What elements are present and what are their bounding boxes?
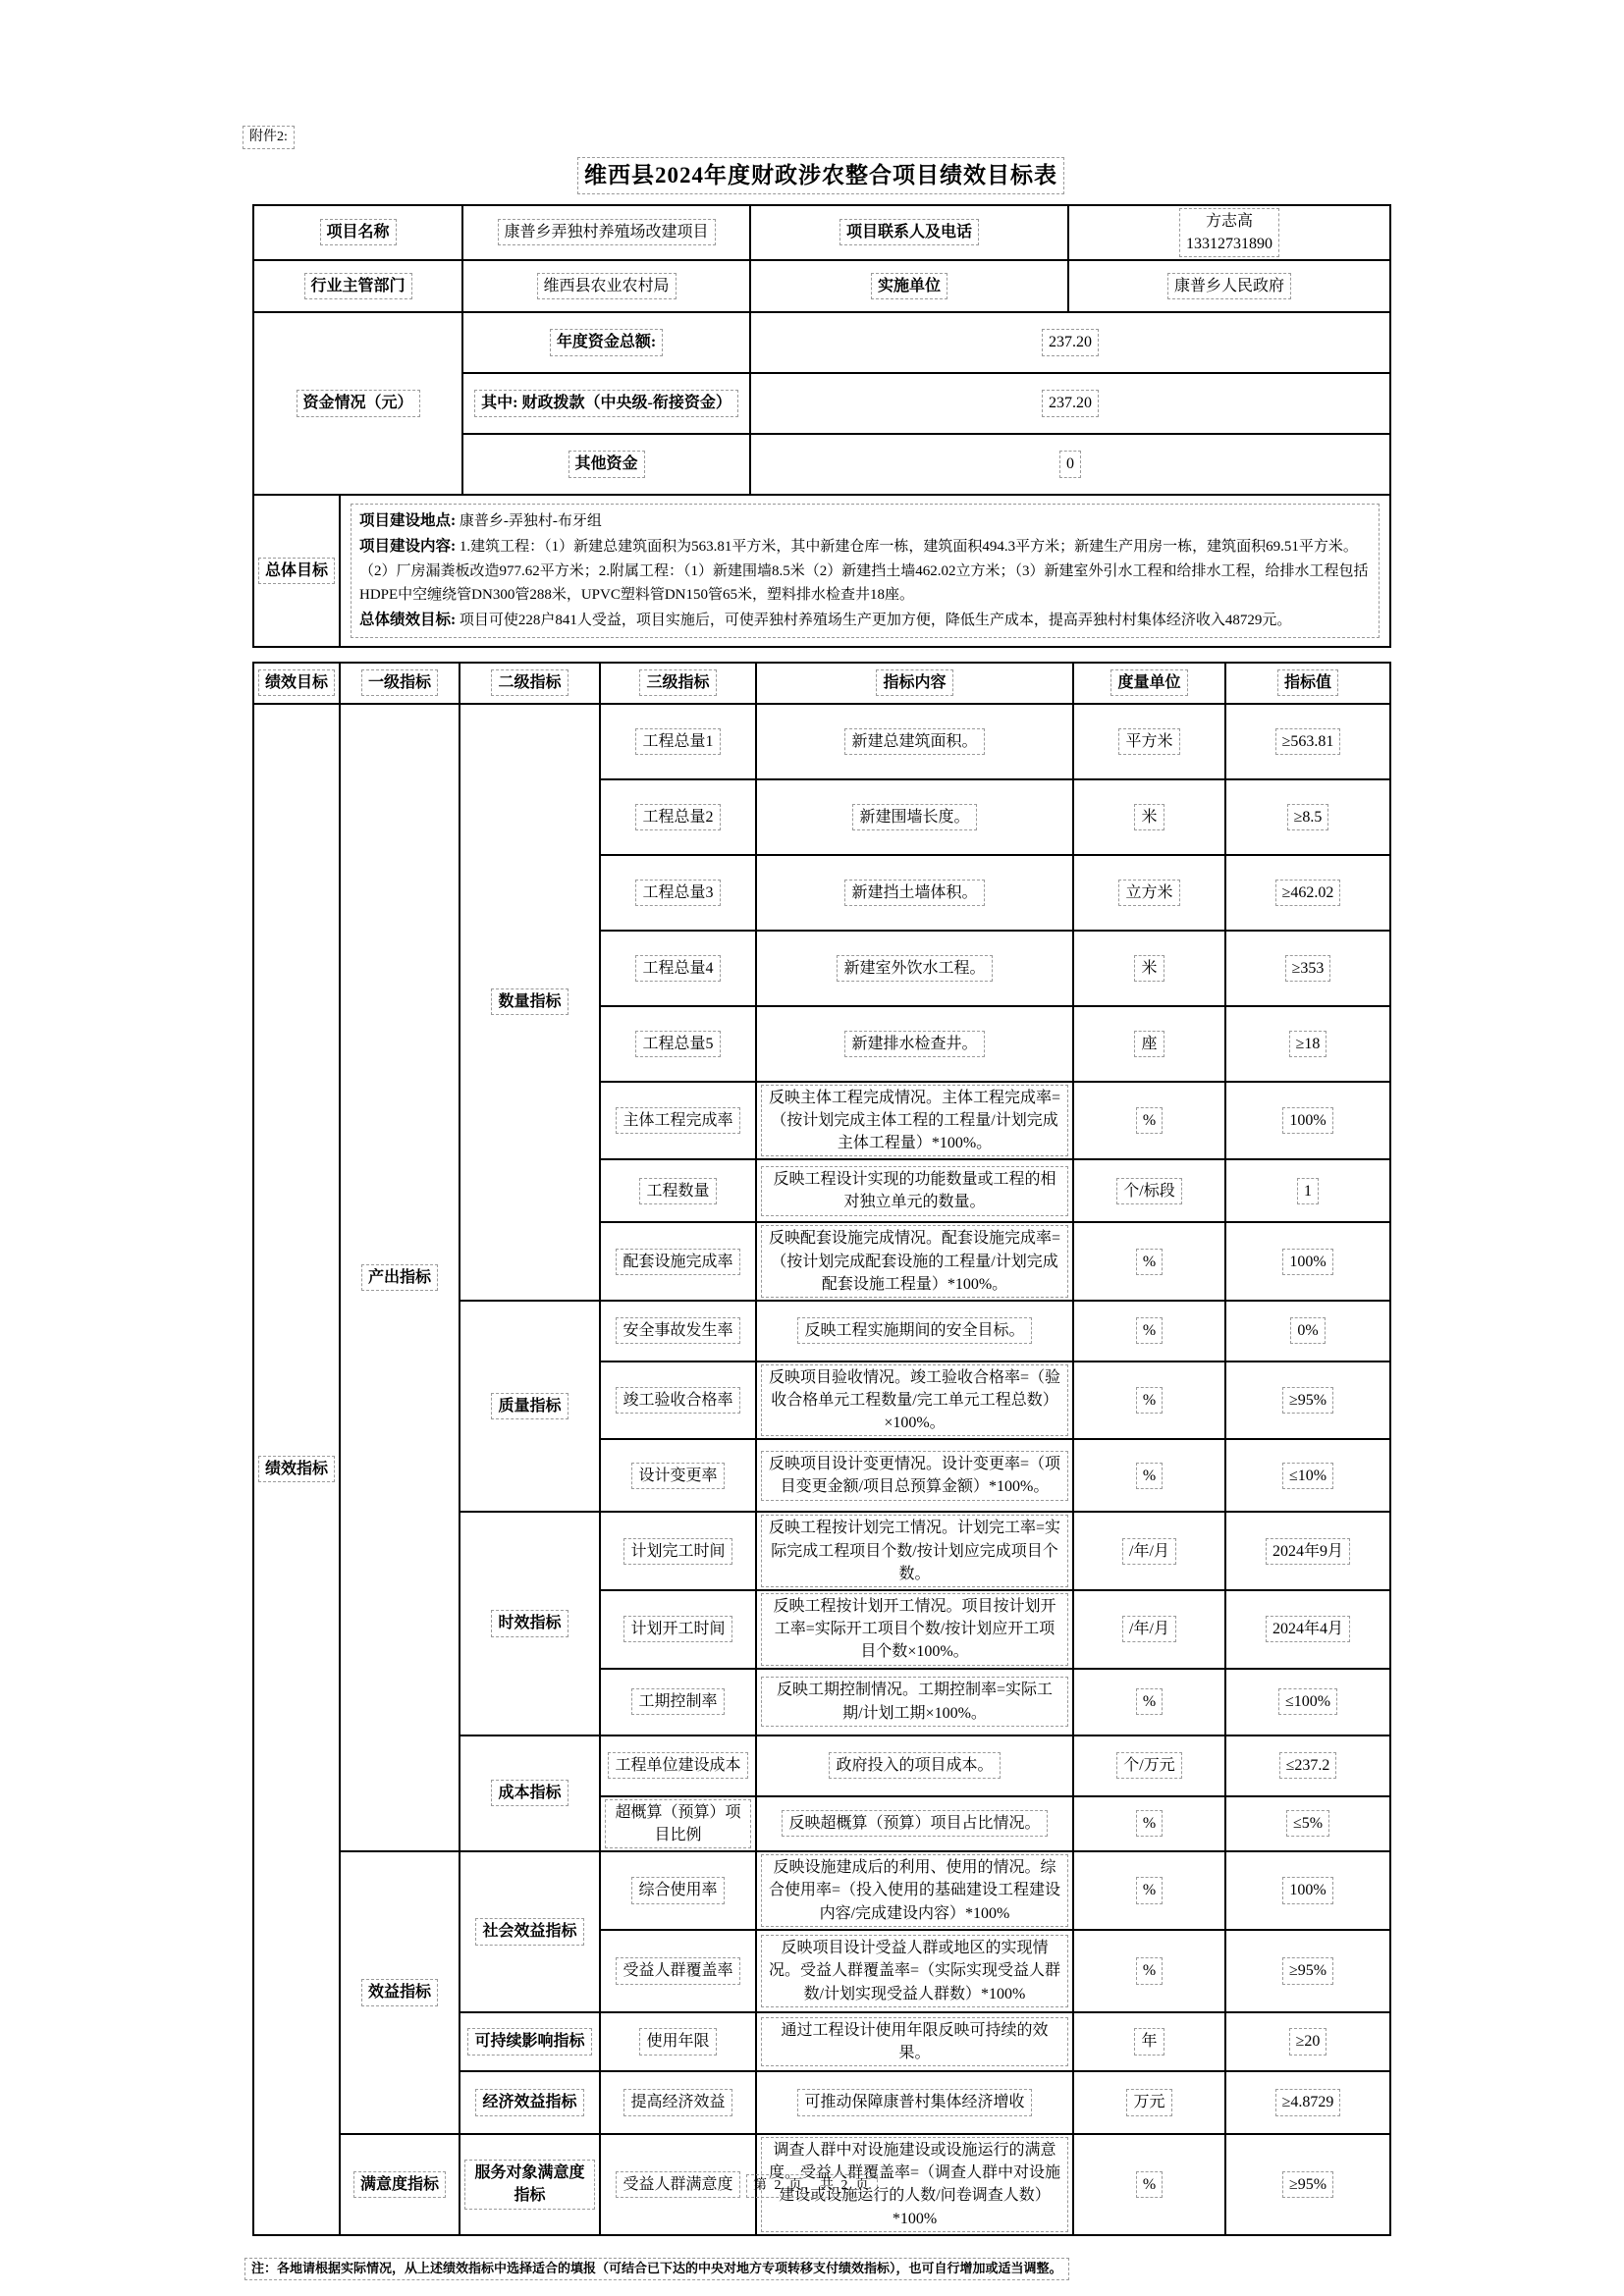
footnote: 注：各地请根据实际情况，从上述绩效指标中选择适合的填报（可结合已下达的中央对地方专项转移支付绩效指标），也可自行增加或适当调整。 [244,2258,1069,2280]
funding-fiscal-label-cell [462,373,750,434]
level2-quality-cell: 质量指标 [460,1301,600,1513]
content-cell: 新建总建筑面积。 [756,704,1073,779]
project-info-table [252,204,1391,648]
value-cell: ≥20 [1225,2012,1390,2071]
level2-service-satisfaction-cell: 服务对象满意度指标 [460,2134,600,2235]
funding-total-value-cell [750,312,1390,373]
value-cell: ≥563.81 [1225,704,1390,779]
unit-cell: % [1073,1851,1225,1930]
unit-cell: % [1073,2134,1225,2235]
project-name-value-cell [462,205,750,260]
unit-cell: /年/月 [1073,1590,1225,1669]
l3-cell: 计划完工时间 [600,1512,756,1590]
l3-cell: 配套设施完成率 [600,1222,756,1301]
page-number-row [0,2174,1624,2198]
goal-performance: 项目可使228户841人受益，项目实施后，可使弄独村养殖场生产更加方便，降低生产成本，提高弄独村村集体经济收入48729元。 [459,613,1292,629]
content-cell: 新建挡土墙体积。 [756,855,1073,931]
unit-cell: % [1073,1796,1225,1851]
level2-social-cell: 社会效益指标 [460,1851,600,2012]
content-cell: 反映主体工程完成情况。主体工程完成率=（按计划完成主体工程的工程量/计划完成主体工程量）*100%。 [756,1082,1073,1160]
page-title: 维西县2024年度财政涉农整合项目绩效目标表 [577,157,1064,193]
content-cell: 反映超概算（预算）项目占比情况。 [756,1796,1073,1851]
project-name-value: 康普乡弄独村养殖场改建项目 [498,219,716,245]
content-cell: 通过工程设计使用年限反映可持续的效果。 [756,2012,1073,2071]
funding-label-cell [253,312,462,495]
unit-cell: % [1073,1082,1225,1160]
goal-performance-label: 总体绩效目标: [359,612,457,629]
level1-output-cell: 产出指标 [340,704,460,1851]
l3-cell: 受益人群覆盖率 [600,1930,756,2012]
overall-goal-content [351,504,1380,638]
goal-location-label: 项目建设地点: [359,512,457,530]
dept-value: 维西县农业农村局 [537,273,677,299]
funding-other-value: 0 [1059,451,1081,477]
funding-label: 资金情况（元） [297,390,420,416]
header-unit: 度量单位 [1073,663,1225,704]
content-cell: 反映工程设计实现的功能数量或工程的相对独立单元的数量。 [756,1159,1073,1222]
unit-cell: 个/标段 [1073,1159,1225,1222]
goal-location: 康普乡-弄独村-布牙组 [459,513,602,530]
header-content: 指标内容 [756,663,1073,704]
unit-cell: % [1073,1669,1225,1735]
unit-cell: 万元 [1073,2071,1225,2134]
content-cell: 反映设施建成后的利用、使用的情况。综合使用率=（投入使用的基础建设工程建设内容/完成建设内容）*100% [756,1851,1073,1930]
indicators-table [252,662,1391,2236]
unit-cell: /年/月 [1073,1512,1225,1590]
unit-cell: % [1073,1222,1225,1301]
table-row [253,495,1390,647]
value-cell: ≤10% [1225,1439,1390,1512]
value-cell: 1 [1225,1159,1390,1222]
content-cell: 反映项目设计变更情况。设计变更率=（项目变更金额/项目总预算金额）*100%。 [756,1439,1073,1512]
value-cell: ≥4.8729 [1225,2071,1390,2134]
unit-cell: 年 [1073,2012,1225,2071]
unit-cell: % [1073,1439,1225,1512]
contact-label: 项目联系人及电话 [839,219,979,245]
content-cell: 反映项目验收情况。竣工验收合格率=（验收合格单元工程数量/完工单元工程总数）×100%。 [756,1362,1073,1440]
funding-total-value: 237.20 [1042,329,1099,355]
l3-cell: 工程总量3 [600,855,756,931]
content-cell: 反映工程按计划开工情况。项目按计划开工率=实际开工项目个数/按计划应开工项目个数×100%。 [756,1590,1073,1669]
level2-time-cell: 时效指标 [460,1512,600,1735]
value-cell: 100% [1225,1851,1390,1930]
impl-label-cell [750,260,1068,312]
l3-cell: 提高经济效益 [600,2071,756,2134]
l3-cell: 工期控制率 [600,1669,756,1735]
attachment-label-row [243,126,1389,149]
header-goal: 绩效目标 [253,663,340,704]
contact-value [1179,208,1279,257]
contact-label-cell [750,205,1068,260]
perf-indicator-cell: 绩效指标 [253,704,340,2235]
l3-cell: 工程总量4 [600,931,756,1006]
indicator-row [253,1851,1390,1930]
value-cell: ≥18 [1225,1006,1390,1082]
l3-cell: 使用年限 [600,2012,756,2071]
content-cell: 新建排水检查井。 [756,1006,1073,1082]
content-cell: 反映项目设计受益人群或地区的实现情况。受益人群覆盖率=（实际实现受益人群数/计划实现受益人群数）*100% [756,1930,1073,2012]
content-cell: 新建围墙长度。 [756,779,1073,855]
attachment-label: 附件2: [243,126,295,149]
level2-sustain-cell: 可持续影响指标 [460,2012,600,2071]
header-value: 指标值 [1225,663,1390,704]
value-cell: ≥95% [1225,1362,1390,1440]
unit-cell: % [1073,1930,1225,2012]
content-cell: 反映工程实施期间的安全目标。 [756,1301,1073,1362]
impl-value-cell [1068,260,1390,312]
l3-cell: 工程总量5 [600,1006,756,1082]
overall-goal-content-cell [340,495,1390,647]
l3-cell: 工程数量 [600,1159,756,1222]
l3-cell: 受益人群满意度 [600,2134,756,2235]
content-cell: 反映配套设施完成情况。配套设施完成率=（按计划完成配套设施的工程量/计划完成配套设施工程量）*100%。 [756,1222,1073,1301]
funding-fiscal-value-cell [750,373,1390,434]
level1-satisfaction-cell: 满意度指标 [340,2134,460,2235]
funding-total-label-cell [462,312,750,373]
unit-cell: 个/万元 [1073,1735,1225,1796]
impl-label: 实施单位 [871,273,947,299]
funding-fiscal-value: 237.20 [1042,390,1099,416]
unit-cell: % [1073,1301,1225,1362]
content-cell: 可推动保障康普村集体经济增收 [756,2071,1073,2134]
title-row [252,157,1389,193]
page-number: 第 2 页，共 2 页 [746,2174,878,2198]
l3-cell: 竣工验收合格率 [600,1362,756,1440]
level1-benefit-cell: 效益指标 [340,1851,460,2134]
funding-other-label: 其他资金 [568,451,645,477]
table-row [253,312,1390,373]
indicators-header-row [253,663,1390,704]
l3-cell: 综合使用率 [600,1851,756,1930]
content-cell: 反映工程按计划完工情况。计划完工率=实际完成工程项目个数/按计划应完成项目个数。 [756,1512,1073,1590]
l3-cell: 工程单位建设成本 [600,1735,756,1796]
value-cell: 100% [1225,1082,1390,1160]
unit-cell: % [1073,1362,1225,1440]
unit-cell: 平方米 [1073,704,1225,779]
value-cell: 100% [1225,1222,1390,1301]
unit-cell: 米 [1073,779,1225,855]
document-page [249,126,1389,2280]
value-cell: ≤237.2 [1225,1735,1390,1796]
dept-value-cell [462,260,750,312]
funding-total-label: 年度资金总额: [550,329,663,355]
l3-cell: 主体工程完成率 [600,1082,756,1160]
header-level2: 二级指标 [460,663,600,704]
value-cell: ≤100% [1225,1669,1390,1735]
project-name-label-cell [253,205,462,260]
overall-goal-label: 总体目标 [258,558,335,584]
l3-cell: 工程总量1 [600,704,756,779]
project-name-label: 项目名称 [320,219,397,245]
l3-cell: 超概算（预算）项目比例 [600,1796,756,1851]
goal-content: 1.建筑工程：（1）新建总建筑面积为563.81平方米，其中新建仓库一栋，建筑面积494.3平方米；新建生产用房一栋，建筑面积69.51平方米。（2）厂房漏粪板改造977.62平方米；2.附属工程：（1）新建围墙8.5米（2）新建挡土墙462.02立方米；（3）新建室外引水工程和给排水工程，给排水工程包括HDPE中空缠绕管DN300管288米，UPVC塑料管DN150管65米，塑料排水检查井18座。 [359,538,1369,604]
value-cell: ≥353 [1225,931,1390,1006]
value-cell: ≥95% [1225,1930,1390,2012]
header-level3: 三级指标 [600,663,756,704]
value-cell: ≥462.02 [1225,855,1390,931]
goal-content-label: 项目建设内容: [359,537,457,555]
l3-cell: 设计变更率 [600,1439,756,1512]
unit-cell: 立方米 [1073,855,1225,931]
level2-cost-cell: 成本指标 [460,1735,600,1851]
dept-label: 行业主管部门 [304,273,412,299]
value-cell: ≤5% [1225,1796,1390,1851]
content-cell: 调查人群中对设施建设或设施运行的满意度。受益人群覆盖率=（调查人群中对设施建设或设施运行的人数/问卷调查人数）*100% [756,2134,1073,2235]
overall-goal-label-cell [253,495,340,647]
funding-other-value-cell [750,434,1390,495]
funding-fiscal-label: 其中: 财政拨款（中央级-衔接资金） [474,390,738,416]
contact-phone: 13312731890 [1186,235,1273,252]
content-cell: 政府投入的项目成本。 [756,1735,1073,1796]
value-cell: 2024年4月 [1225,1590,1390,1669]
unit-cell: 座 [1073,1006,1225,1082]
impl-value: 康普乡人民政府 [1167,273,1291,299]
level2-economic-cell: 经济效益指标 [460,2071,600,2134]
indicator-row [253,704,1390,779]
value-cell: 0% [1225,1301,1390,1362]
footnote-row [244,2258,1389,2280]
contact-name: 方志高 [1206,212,1254,230]
level2-quantity-cell: 数量指标 [460,704,600,1301]
content-cell: 反映工期控制情况。工期控制率=实际工期/计划工期×100%。 [756,1669,1073,1735]
content-cell: 新建室外饮水工程。 [756,931,1073,1006]
header-level1: 一级指标 [340,663,460,704]
funding-other-label-cell [462,434,750,495]
contact-value-cell [1068,205,1390,260]
dept-label-cell [253,260,462,312]
l3-cell: 安全事故发生率 [600,1301,756,1362]
value-cell: ≥8.5 [1225,779,1390,855]
unit-cell: 米 [1073,931,1225,1006]
table-row [253,260,1390,312]
value-cell: 2024年9月 [1225,1512,1390,1590]
table-row [253,205,1390,260]
l3-cell: 工程总量2 [600,779,756,855]
l3-cell: 计划开工时间 [600,1590,756,1669]
value-cell: ≥95% [1225,2134,1390,2235]
